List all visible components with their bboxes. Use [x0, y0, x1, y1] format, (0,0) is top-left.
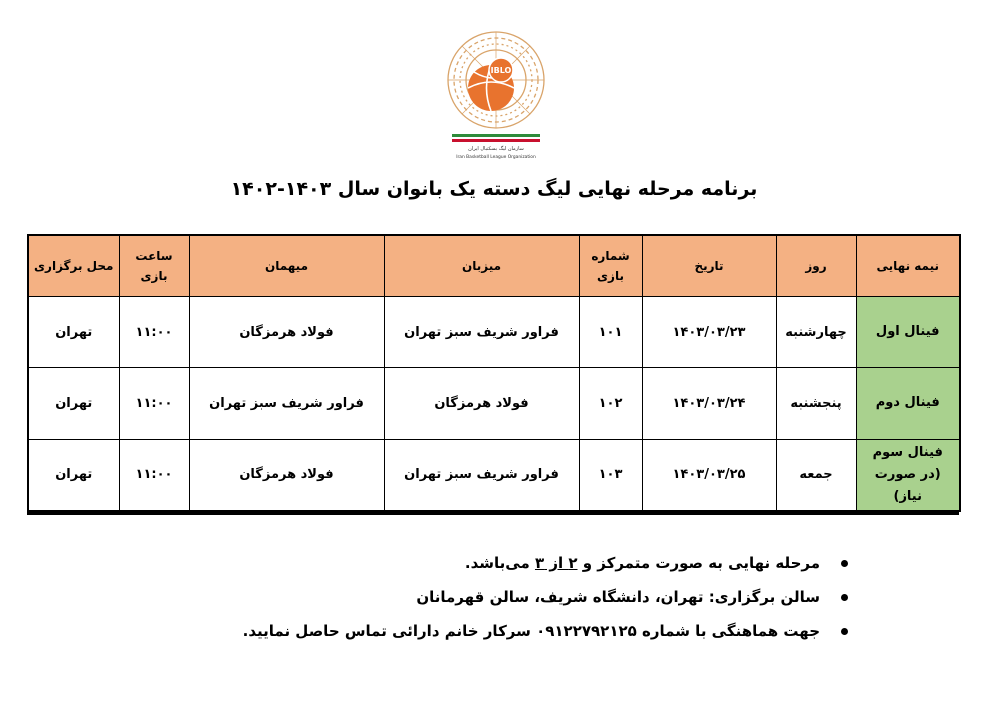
note-1-part2: می‌باشد. [464, 554, 530, 572]
stage-note: (در صورت نیاز) [874, 466, 941, 504]
table-row [28, 439, 960, 511]
cell-game-no: ۱۰۳ [579, 439, 642, 511]
header-date: تاریخ [642, 235, 776, 297]
bullet-icon [841, 628, 848, 635]
cell-day: پنجشنبه [776, 368, 856, 439]
note-1-underlined: ۲ از ۳ [534, 554, 578, 572]
note-1-part1: مرحله نهایی به صورت متمرکز و [582, 554, 820, 572]
stage-label: فینال دوم [875, 395, 940, 411]
cell-game-no: ۱۰۲ [579, 368, 642, 439]
cell-guest: فولاد هرمزگان [189, 297, 384, 368]
header-time: ساعت بازی [119, 235, 189, 297]
table-row [28, 297, 960, 368]
cell-stage [856, 439, 960, 511]
note-item [243, 586, 848, 608]
bullet-icon [841, 594, 848, 601]
cell-time: ۱۱:۰۰ [119, 368, 189, 439]
table-header-row [28, 235, 960, 297]
table-row [28, 368, 960, 439]
header-day: روز [776, 235, 856, 297]
bullet-icon [841, 560, 848, 567]
header-guest: میهمان [189, 235, 384, 297]
cell-venue: تهران [28, 439, 119, 511]
stage-label: فینال اول [875, 324, 940, 340]
cell-stage [856, 297, 960, 368]
cell-date: ۱۴۰۳/۰۳/۲۳ [642, 297, 776, 368]
cell-date: ۱۴۰۳/۰۳/۲۵ [642, 439, 776, 511]
header-host: میزبان [384, 235, 579, 297]
schedule-table-wrapper [27, 234, 959, 512]
stage-label: فینال سوم [872, 444, 943, 460]
cell-guest: فراور شریف سبز تهران [189, 368, 384, 439]
cell-host: فراور شریف سبز تهران [384, 297, 579, 368]
note-2-text: سالن برگزاری: تهران، دانشگاه شریف، سالن قهرمانان [416, 588, 820, 606]
cell-stage [856, 368, 960, 439]
page-title: برنامه مرحله نهایی لیگ دسته یک بانوان سال ۱۴۰۳-۱۴۰۲ [230, 178, 758, 200]
cell-host: فولاد هرمزگان [384, 368, 579, 439]
cell-day: چهارشنبه [776, 297, 856, 368]
schedule-table [27, 234, 961, 512]
header-stage: نیمه نهایی [856, 235, 960, 297]
cell-game-no: ۱۰۱ [579, 297, 642, 368]
note-item [243, 552, 848, 574]
cell-day: جمعه [776, 439, 856, 511]
note-item [243, 620, 848, 642]
cell-time: ۱۱:۰۰ [119, 439, 189, 511]
iblo-logo [444, 28, 548, 162]
logo-text: IBLO [490, 66, 512, 75]
cell-venue: تهران [28, 368, 119, 439]
cell-guest: فولاد هرمزگان [189, 439, 384, 511]
header-game-no: شماره بازی [579, 235, 642, 297]
logo-caption-en: Iran Basketball League Organization [456, 155, 536, 160]
note-3-text: جهت هماهنگی با شماره ۰۹۱۲۲۷۹۲۱۲۵ سرکار خانم دارائی تماس حاصل نمایید. [242, 622, 820, 640]
table-bottom-rule [27, 512, 959, 515]
logo-caption-fa: سازمان لیگ بسکتبال ایران [468, 146, 524, 152]
cell-time: ۱۱:۰۰ [119, 297, 189, 368]
header-venue: محل برگزاری [28, 235, 119, 297]
cell-date: ۱۴۰۳/۰۳/۲۴ [642, 368, 776, 439]
notes-list [243, 552, 848, 654]
cell-venue: تهران [28, 297, 119, 368]
cell-host: فراور شریف سبز تهران [384, 439, 579, 511]
iblo-logo-graphic [444, 28, 548, 162]
